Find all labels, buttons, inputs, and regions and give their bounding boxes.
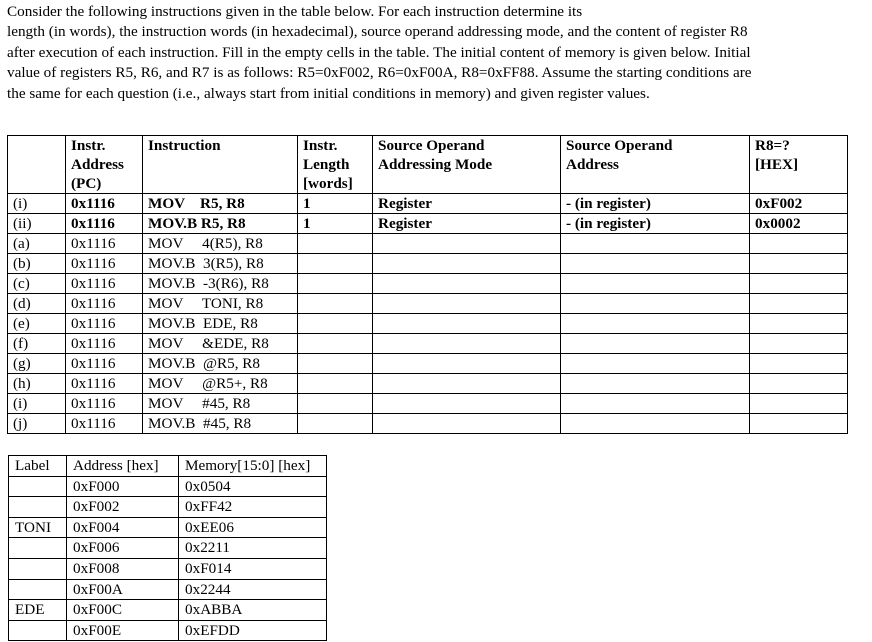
row-source-address[interactable] (561, 374, 750, 394)
memory-label (9, 579, 67, 600)
memory-table-header (9, 456, 327, 477)
row-r8[interactable] (750, 334, 848, 354)
row-mode: Register (373, 194, 561, 214)
table-row (8, 394, 848, 414)
memory-label-header: Label (9, 456, 67, 477)
row-label: (h) (8, 374, 66, 394)
row-label: (ii) (8, 214, 66, 234)
memory-value: 0xFF42 (179, 497, 327, 518)
row-r8[interactable] (750, 294, 848, 314)
label-header (8, 136, 66, 194)
table-row (8, 374, 848, 394)
memory-row (9, 476, 327, 497)
memory-row (9, 579, 327, 600)
row-instruction: MOV.B 3(R5), R8 (143, 254, 298, 274)
row-length[interactable] (298, 354, 373, 374)
source-address-header-line: Source Operand (566, 137, 673, 154)
memory-value: 0x0504 (179, 476, 327, 497)
row-instruction: MOV.B #45, R8 (143, 414, 298, 434)
memory-address: 0xF008 (67, 558, 179, 579)
row-source-address[interactable] (561, 254, 750, 274)
row-pc: 0x1116 (66, 254, 143, 274)
row-label: (i) (8, 394, 66, 414)
intro-line: value of registers R5, R6, and R7 is as follows: R5=0xF002, R6=0xF00A, R8=0xFF88. Assume the starting conditions are (7, 64, 752, 82)
memory-value-header: Memory[15:0] [hex] (179, 456, 327, 477)
row-label: (j) (8, 414, 66, 434)
row-label: (e) (8, 314, 66, 334)
row-r8: 0xF002 (750, 194, 848, 214)
row-source-address[interactable] (561, 414, 750, 434)
table-row (8, 234, 848, 254)
mode-header-line: Source Operand (378, 137, 485, 154)
memory-address: 0xF000 (67, 476, 179, 497)
row-source-address[interactable] (561, 394, 750, 414)
row-r8[interactable] (750, 414, 848, 434)
mode-header-line: Addressing Mode (378, 156, 493, 173)
row-instruction: MOV @R5+, R8 (143, 374, 298, 394)
row-r8[interactable] (750, 354, 848, 374)
table-row (8, 214, 848, 234)
memory-row (9, 558, 327, 579)
r8-header-line: [HEX] (755, 156, 799, 173)
row-pc: 0x1116 (66, 374, 143, 394)
length-header-line: [words] (303, 175, 353, 192)
row-length[interactable] (298, 374, 373, 394)
row-pc: 0x1116 (66, 194, 143, 214)
row-instruction: MOV.B @R5, R8 (143, 354, 298, 374)
intro-line: after execution of each instruction. Fill in the empty cells in the table. The initial content of memory is given below. Initial (7, 43, 751, 61)
row-pc: 0x1116 (66, 294, 143, 314)
memory-address: 0xF00A (67, 579, 179, 600)
address-header-line: Instr. (71, 137, 106, 154)
row-source-address: - (in register) (561, 214, 750, 234)
instruction-table-header (8, 136, 848, 194)
memory-label (9, 476, 67, 497)
memory-address: 0xF00E (67, 620, 179, 641)
row-instruction: MOV R5, R8 (143, 194, 298, 214)
row-length[interactable] (298, 254, 373, 274)
memory-table (8, 455, 327, 641)
row-r8[interactable] (750, 314, 848, 334)
row-r8[interactable] (750, 374, 848, 394)
memory-address: 0xF00C (67, 600, 179, 621)
memory-address: 0xF004 (67, 517, 179, 538)
row-length[interactable] (298, 314, 373, 334)
row-mode[interactable] (373, 274, 561, 294)
row-source-address: - (in register) (561, 194, 750, 214)
row-length[interactable] (298, 394, 373, 414)
memory-label: TONI (9, 517, 67, 538)
table-row (8, 354, 848, 374)
memory-label (9, 497, 67, 518)
memory-label (9, 538, 67, 559)
mode-header (373, 136, 561, 194)
row-pc: 0x1116 (66, 214, 143, 234)
row-source-address[interactable] (561, 354, 750, 374)
memory-value: 0xEE06 (179, 517, 327, 538)
memory-address: 0xF006 (67, 538, 179, 559)
row-length[interactable] (298, 274, 373, 294)
row-source-address[interactable] (561, 334, 750, 354)
memory-label (9, 620, 67, 641)
instruction-table (7, 135, 848, 434)
row-instruction: MOV &EDE, R8 (143, 334, 298, 354)
row-mode[interactable] (373, 294, 561, 314)
row-pc: 0x1116 (66, 354, 143, 374)
address-header (66, 136, 143, 194)
row-mode: Register (373, 214, 561, 234)
row-label: (c) (8, 274, 66, 294)
table-row (8, 254, 848, 274)
row-length[interactable] (298, 414, 373, 434)
memory-label (9, 558, 67, 579)
memory-row (9, 497, 327, 518)
row-instruction: MOV TONI, R8 (143, 294, 298, 314)
table-row (8, 274, 848, 294)
memory-address: 0xF002 (67, 497, 179, 518)
row-mode[interactable] (373, 354, 561, 374)
row-mode[interactable] (373, 394, 561, 414)
row-instruction: MOV.B R5, R8 (143, 214, 298, 234)
length-header-line: Instr. (303, 137, 338, 154)
row-instruction: MOV.B EDE, R8 (143, 314, 298, 334)
r8-header (750, 136, 848, 194)
length-header (298, 136, 373, 194)
row-label: (a) (8, 234, 66, 254)
source-address-header (561, 136, 750, 194)
row-pc: 0x1116 (66, 314, 143, 334)
row-source-address[interactable] (561, 294, 750, 314)
memory-row (9, 620, 327, 641)
row-r8[interactable] (750, 274, 848, 294)
memory-value: 0xEFDD (179, 620, 327, 641)
row-source-address[interactable] (561, 274, 750, 294)
table-row (8, 194, 848, 214)
problem-statement (7, 2, 867, 104)
row-label: (b) (8, 254, 66, 274)
intro-line: length (in words), the instruction words (in hexadecimal), source operand addressing mode, and the content of register R8 (7, 23, 748, 41)
memory-label: EDE (9, 600, 67, 621)
instruction-header: Instruction (143, 136, 298, 194)
memory-value: 0x2244 (179, 579, 327, 600)
row-mode[interactable] (373, 374, 561, 394)
row-pc: 0x1116 (66, 414, 143, 434)
row-r8[interactable] (750, 234, 848, 254)
table-row (8, 334, 848, 354)
row-r8[interactable] (750, 394, 848, 414)
row-source-address[interactable] (561, 234, 750, 254)
source-address-header-line: Address (566, 156, 619, 173)
memory-row (9, 600, 327, 621)
row-mode[interactable] (373, 314, 561, 334)
intro-line: the same for each question (i.e., always start from initial conditions in memory) and given register values. (7, 84, 650, 102)
r8-header-line: R8=? (755, 137, 790, 154)
row-instruction: MOV #45, R8 (143, 394, 298, 414)
row-label: (d) (8, 294, 66, 314)
row-label: (g) (8, 354, 66, 374)
address-header-line: Address (71, 156, 124, 173)
row-pc: 0x1116 (66, 274, 143, 294)
memory-row (9, 517, 327, 538)
row-length: 1 (298, 194, 373, 214)
memory-value: 0x2211 (179, 538, 327, 559)
memory-value: 0xABBA (179, 600, 327, 621)
row-pc: 0x1116 (66, 234, 143, 254)
row-pc: 0x1116 (66, 394, 143, 414)
row-mode[interactable] (373, 334, 561, 354)
table-row (8, 294, 848, 314)
row-length[interactable] (298, 334, 373, 354)
memory-value: 0xF014 (179, 558, 327, 579)
row-r8: 0x0002 (750, 214, 848, 234)
row-r8[interactable] (750, 254, 848, 274)
memory-address-header: Address [hex] (67, 456, 179, 477)
row-instruction: MOV.B -3(R6), R8 (143, 274, 298, 294)
row-length[interactable] (298, 234, 373, 254)
row-length: 1 (298, 214, 373, 234)
row-instruction: MOV 4(R5), R8 (143, 234, 298, 254)
row-label: (f) (8, 334, 66, 354)
row-label: (i) (8, 194, 66, 214)
intro-line: Consider the following instructions given in the table below. For each instruction determine its (7, 3, 583, 20)
table-row (8, 314, 848, 334)
row-mode[interactable] (373, 234, 561, 254)
memory-row (9, 538, 327, 559)
address-header-line: (PC) (71, 175, 102, 192)
length-header-line: Length (303, 156, 350, 173)
row-length[interactable] (298, 294, 373, 314)
row-source-address[interactable] (561, 314, 750, 334)
row-pc: 0x1116 (66, 334, 143, 354)
row-mode[interactable] (373, 254, 561, 274)
table-row (8, 414, 848, 434)
row-mode[interactable] (373, 414, 561, 434)
